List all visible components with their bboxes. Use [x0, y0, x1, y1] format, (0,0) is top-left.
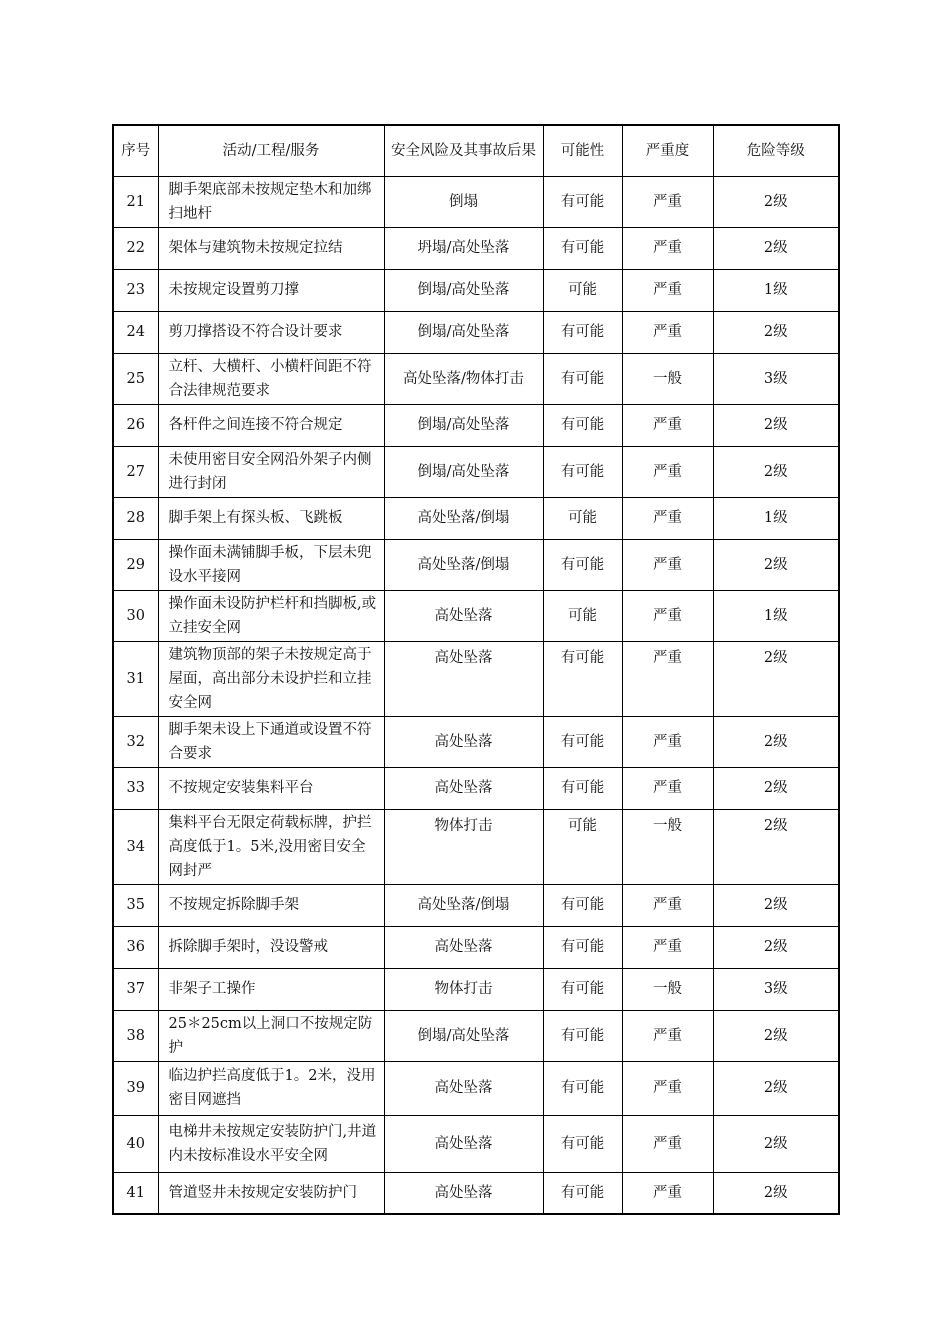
cell-possibility: 有可能	[543, 716, 622, 767]
table-row	[113, 404, 839, 446]
cell-risk: 倒塌	[384, 176, 543, 227]
table-row	[113, 716, 839, 767]
table-row	[113, 353, 839, 404]
table-row	[113, 968, 839, 1010]
cell-severity: 严重	[622, 926, 713, 968]
cell-activity: 架体与建筑物未按规定拉结	[158, 227, 384, 269]
header-level: 危险等级	[713, 125, 839, 176]
table-row	[113, 641, 839, 716]
header-activity: 活动/工程/服务	[158, 125, 384, 176]
cell-possibility: 有可能	[543, 767, 622, 809]
cell-no: 26	[113, 404, 158, 446]
cell-level: 2级	[713, 1061, 839, 1115]
table-row	[113, 311, 839, 353]
cell-activity: 剪刀撑搭设不符合设计要求	[158, 311, 384, 353]
cell-severity: 一般	[622, 353, 713, 404]
risk-table-page	[112, 124, 838, 1215]
table-row	[113, 497, 839, 539]
cell-activity: 脚手架未设上下通道或设置不符合要求	[158, 716, 384, 767]
cell-severity: 严重	[622, 227, 713, 269]
table-row	[113, 227, 839, 269]
table-row	[113, 1061, 839, 1115]
cell-level: 2级	[713, 539, 839, 590]
cell-severity: 严重	[622, 497, 713, 539]
cell-activity: 脚手架上有探头板、飞跳板	[158, 497, 384, 539]
cell-activity: 临边护拦高度低于1。2米，没用密目网遮挡	[158, 1061, 384, 1115]
cell-severity: 严重	[622, 590, 713, 641]
table-body	[113, 176, 839, 1214]
cell-level: 2级	[713, 311, 839, 353]
cell-severity: 一般	[622, 809, 713, 884]
cell-level: 2级	[713, 446, 839, 497]
header-severity: 严重度	[622, 125, 713, 176]
cell-level: 2级	[713, 176, 839, 227]
cell-possibility: 有可能	[543, 641, 622, 716]
cell-possibility: 有可能	[543, 446, 622, 497]
cell-activity: 不按规定拆除脚手架	[158, 884, 384, 926]
cell-possibility: 有可能	[543, 926, 622, 968]
cell-level: 2级	[713, 404, 839, 446]
cell-activity: 电梯井未按规定安装防护门,井道内未按标准设水平安全网	[158, 1115, 384, 1172]
cell-level: 2级	[713, 884, 839, 926]
table-row	[113, 884, 839, 926]
cell-severity: 严重	[622, 1172, 713, 1214]
cell-no: 21	[113, 176, 158, 227]
cell-level: 1级	[713, 497, 839, 539]
cell-severity: 严重	[622, 404, 713, 446]
cell-possibility: 有可能	[543, 404, 622, 446]
cell-risk: 倒塌/高处坠落	[384, 311, 543, 353]
cell-activity: 拆除脚手架时，没设警戒	[158, 926, 384, 968]
cell-risk: 倒塌/高处坠落	[384, 1010, 543, 1061]
cell-possibility: 有可能	[543, 884, 622, 926]
cell-activity: 建筑物顶部的架子未按规定高于屋面，高出部分未设护拦和立挂安全网	[158, 641, 384, 716]
cell-risk: 高处坠落	[384, 1115, 543, 1172]
header-no: 序号	[113, 125, 158, 176]
cell-risk: 高处坠落/物体打击	[384, 353, 543, 404]
cell-level: 2级	[713, 926, 839, 968]
cell-no: 30	[113, 590, 158, 641]
table-row	[113, 1172, 839, 1214]
cell-severity: 一般	[622, 968, 713, 1010]
cell-risk: 倒塌/高处坠落	[384, 446, 543, 497]
cell-activity: 未使用密目安全网沿外架子内侧进行封闭	[158, 446, 384, 497]
cell-activity: 脚手架底部未按规定垫木和加绑扫地杆	[158, 176, 384, 227]
cell-no: 37	[113, 968, 158, 1010]
cell-possibility: 有可能	[543, 1115, 622, 1172]
cell-activity: 各杆件之间连接不符合规定	[158, 404, 384, 446]
cell-risk: 坍塌/高处坠落	[384, 227, 543, 269]
cell-possibility: 可能	[543, 809, 622, 884]
cell-activity: 管道竖井未按规定安装防护门	[158, 1172, 384, 1214]
cell-no: 34	[113, 809, 158, 884]
cell-severity: 严重	[622, 1010, 713, 1061]
table-row	[113, 1010, 839, 1061]
cell-possibility: 有可能	[543, 227, 622, 269]
cell-activity: 未按规定设置剪刀撑	[158, 269, 384, 311]
table-header-row	[113, 125, 839, 176]
cell-no: 35	[113, 884, 158, 926]
cell-level: 2级	[713, 716, 839, 767]
cell-no: 39	[113, 1061, 158, 1115]
cell-risk: 高处坠落	[384, 1172, 543, 1214]
risk-assessment-table	[112, 124, 840, 1215]
cell-severity: 严重	[622, 1115, 713, 1172]
cell-no: 24	[113, 311, 158, 353]
cell-level: 2级	[713, 1115, 839, 1172]
cell-no: 36	[113, 926, 158, 968]
cell-risk: 高处坠落	[384, 1061, 543, 1115]
cell-level: 2级	[713, 641, 839, 716]
cell-risk: 高处坠落/倒塌	[384, 497, 543, 539]
cell-activity: 操作面未满铺脚手板，下层未兜设水平接网	[158, 539, 384, 590]
cell-level: 2级	[713, 1010, 839, 1061]
cell-level: 3级	[713, 353, 839, 404]
table-row	[113, 590, 839, 641]
table-row	[113, 809, 839, 884]
table-row	[113, 926, 839, 968]
cell-risk: 高处坠落/倒塌	[384, 539, 543, 590]
cell-risk: 物体打击	[384, 968, 543, 1010]
cell-risk: 倒塌/高处坠落	[384, 404, 543, 446]
cell-level: 3级	[713, 968, 839, 1010]
cell-possibility: 有可能	[543, 1010, 622, 1061]
cell-risk: 高处坠落	[384, 767, 543, 809]
cell-severity: 严重	[622, 176, 713, 227]
table-row	[113, 767, 839, 809]
cell-severity: 严重	[622, 884, 713, 926]
cell-possibility: 有可能	[543, 539, 622, 590]
cell-possibility: 可能	[543, 590, 622, 641]
cell-possibility: 有可能	[543, 968, 622, 1010]
cell-activity: 立杆、大横杆、小横杆间距不符合法律规范要求	[158, 353, 384, 404]
cell-activity: 25＊25cm以上洞口不按规定防护	[158, 1010, 384, 1061]
cell-risk: 高处坠落	[384, 926, 543, 968]
cell-no: 38	[113, 1010, 158, 1061]
cell-level: 2级	[713, 227, 839, 269]
cell-no: 32	[113, 716, 158, 767]
cell-risk: 高处坠落	[384, 590, 543, 641]
table-row	[113, 539, 839, 590]
cell-level: 1级	[713, 269, 839, 311]
table-row	[113, 446, 839, 497]
cell-no: 28	[113, 497, 158, 539]
cell-no: 33	[113, 767, 158, 809]
cell-possibility: 有可能	[543, 311, 622, 353]
table-row	[113, 1115, 839, 1172]
cell-activity: 非架子工操作	[158, 968, 384, 1010]
table-row	[113, 176, 839, 227]
cell-level: 2级	[713, 809, 839, 884]
cell-no: 25	[113, 353, 158, 404]
cell-severity: 严重	[622, 446, 713, 497]
cell-risk: 高处坠落	[384, 641, 543, 716]
cell-severity: 严重	[622, 539, 713, 590]
cell-risk: 倒塌/高处坠落	[384, 269, 543, 311]
cell-no: 23	[113, 269, 158, 311]
cell-level: 2级	[713, 767, 839, 809]
cell-severity: 严重	[622, 1061, 713, 1115]
cell-severity: 严重	[622, 767, 713, 809]
cell-possibility: 有可能	[543, 176, 622, 227]
cell-no: 31	[113, 641, 158, 716]
cell-no: 40	[113, 1115, 158, 1172]
cell-possibility: 有可能	[543, 1172, 622, 1214]
cell-level: 1级	[713, 590, 839, 641]
cell-severity: 严重	[622, 269, 713, 311]
table-row	[113, 269, 839, 311]
header-possibility: 可能性	[543, 125, 622, 176]
cell-risk: 高处坠落	[384, 716, 543, 767]
cell-risk: 物体打击	[384, 809, 543, 884]
cell-possibility: 有可能	[543, 1061, 622, 1115]
cell-risk: 高处坠落/倒塌	[384, 884, 543, 926]
cell-severity: 严重	[622, 311, 713, 353]
cell-activity: 不按规定安装集料平台	[158, 767, 384, 809]
header-risk: 安全风险及其事故后果	[384, 125, 543, 176]
cell-activity: 操作面未设防护栏杆和挡脚板,或立挂安全网	[158, 590, 384, 641]
cell-no: 29	[113, 539, 158, 590]
cell-no: 27	[113, 446, 158, 497]
cell-no: 41	[113, 1172, 158, 1214]
cell-activity: 集料平台无限定荷载标牌，护拦高度低于1。5米,没用密目安全网封严	[158, 809, 384, 884]
cell-possibility: 可能	[543, 497, 622, 539]
cell-severity: 严重	[622, 716, 713, 767]
cell-possibility: 有可能	[543, 353, 622, 404]
cell-severity: 严重	[622, 641, 713, 716]
cell-level: 2级	[713, 1172, 839, 1214]
cell-possibility: 可能	[543, 269, 622, 311]
cell-no: 22	[113, 227, 158, 269]
